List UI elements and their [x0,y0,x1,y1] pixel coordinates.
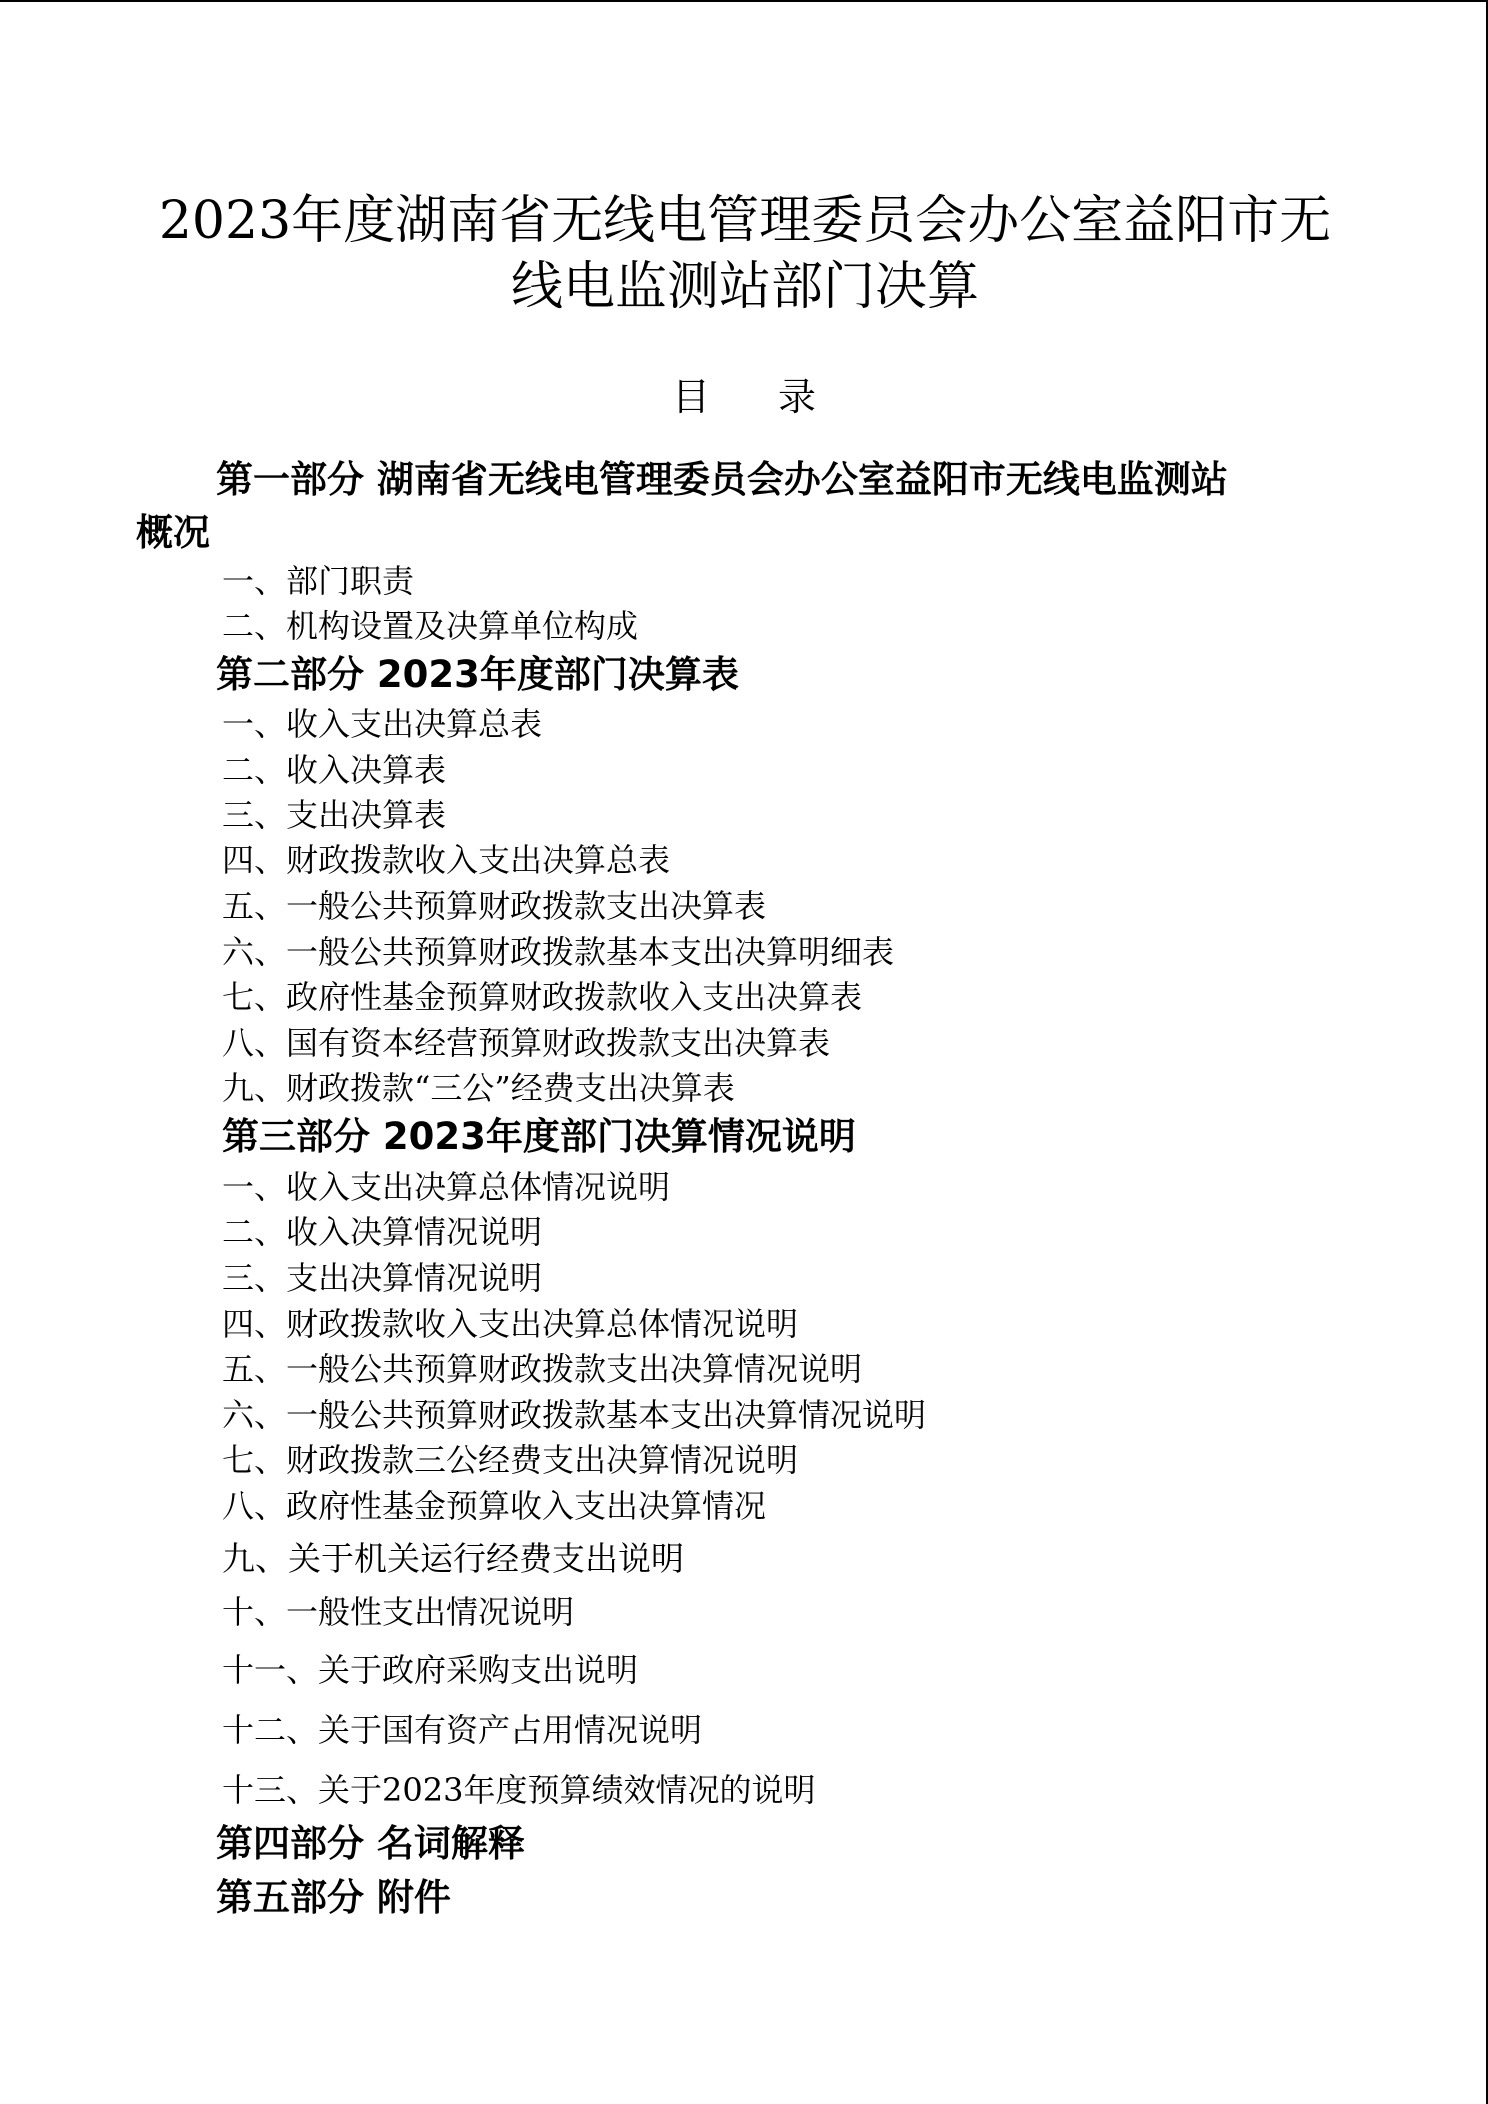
document-title-line2: 线电监测站部门决算 [510,257,979,317]
toc-item[interactable]: 十三、关于2023年度预算绩效情况的说明 [222,1771,816,1809]
toc-heading: 目 录 [671,375,845,419]
toc-item[interactable]: 九、财政拨款“三公”经费支出决算表 [222,1069,735,1107]
toc-item[interactable]: 四、财政拨款收入支出决算总体情况说明 [222,1305,799,1343]
toc-item[interactable]: 八、国有资本经营预算财政拨款支出决算表 [222,1024,831,1062]
toc-item[interactable]: 二、机构设置及决算单位构成 [222,607,639,645]
toc-item[interactable]: 十二、关于国有资产占用情况说明 [222,1711,703,1749]
part1-title-line2[interactable]: 概况 [136,511,210,554]
toc-item[interactable]: 二、收入决算表 [222,751,447,789]
toc-item[interactable]: 五、一般公共预算财政拨款支出决算情况说明 [222,1350,863,1388]
toc-item[interactable]: 五、一般公共预算财政拨款支出决算表 [222,887,767,925]
toc-item[interactable]: 一、部门职责 [222,562,415,600]
part4-title[interactable]: 第四部分 名词解释 [216,1822,525,1865]
toc-item[interactable]: 九、关于机关运行经费支出说明 [222,1539,684,1578]
document-title-line1: 2023年度湖南省无线电管理委员会办公室益阳市无 [158,191,1332,251]
toc-item[interactable]: 二、收入决算情况说明 [222,1213,543,1251]
part2-title[interactable]: 第二部分 2023年度部门决算表 [216,653,739,696]
part1-title-line1[interactable]: 第一部分 湖南省无线电管理委员会办公室益阳市无线电监测站 [216,458,1228,501]
toc-item[interactable]: 六、一般公共预算财政拨款基本支出决算明细表 [222,933,895,971]
part5-title[interactable]: 第五部分 附件 [216,1876,451,1919]
toc-item[interactable]: 十一、关于政府采购支出说明 [222,1651,639,1689]
toc-item[interactable]: 八、政府性基金预算收入支出决算情况 [222,1487,767,1525]
toc-item[interactable]: 三、支出决算表 [222,796,447,834]
toc-item[interactable]: 四、财政拨款收入支出决算总表 [222,841,671,879]
toc-item[interactable]: 一、收入支出决算总体情况说明 [222,1168,671,1206]
toc-item[interactable]: 六、一般公共预算财政拨款基本支出决算情况说明 [222,1396,927,1434]
toc-item[interactable]: 七、政府性基金预算财政拨款收入支出决算表 [222,978,863,1016]
toc-item[interactable]: 十、一般性支出情况说明 [222,1593,575,1631]
toc-item[interactable]: 七、财政拨款三公经费支出决算情况说明 [222,1441,799,1479]
toc-item[interactable]: 一、收入支出决算总表 [222,705,543,743]
part3-title[interactable]: 第三部分 2023年度部门决算情况说明 [222,1115,856,1158]
toc-item[interactable]: 三、支出决算情况说明 [222,1259,543,1297]
